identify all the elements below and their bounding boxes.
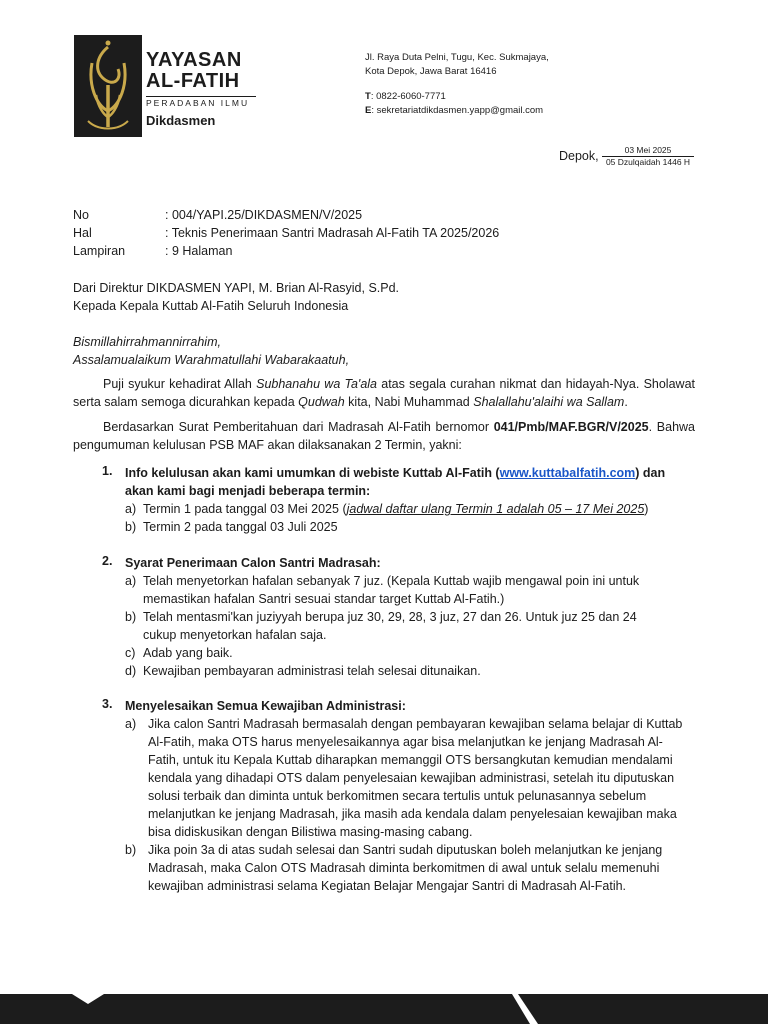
org-name-line1: YAYASAN: [146, 49, 242, 71]
p1-c: atas segala curahan nikmat dan hidayah-Nya. Sholawat serta salam semoga dicurahkan kepada: [73, 377, 695, 409]
sub-letter: b): [125, 610, 137, 624]
list-item-text: Telah mentasmi'kan juziyyah berupa juz 30, 29, 28, 3 juz, 27 dan 26. Untuk juz 25 dan 24 cukup menyetorkan hafalan saja.: [143, 610, 637, 642]
footer-left-shape: [0, 994, 530, 1024]
p2-a: Berdasarkan Surat Pemberitahuan dari Madrasah Al-Fatih bernomor: [103, 420, 494, 434]
p1-b: Subhanahu wa Ta'ala: [256, 377, 378, 391]
meta-subject-label: Hal: [73, 226, 92, 240]
meta-number-label: No: [73, 208, 89, 222]
list-item-text: Jika calon Santri Madrasah bermasalah dengan pembayaran kewajiban selama belajar di Kuttab Al-Fatih, maka OTS harus menyelesaikannya agar bisa melanjutkan ke jenjang Madrasah Al-Fatih, untuk itu Kepala Kuttab diharapkan memanggil OTS bersangkutan kemudian mendalami kendala yang dihadapi OTS dalam penyelesaian kewajiban administrasi, setelah itu diputuskan solusi terbaik dan diminta untuk berkomitmen secara tertulis untuk pelunasannya sebelum melanjutkan ke jenjang Madrasah, jika masih ada kendala dalam penyelesaian kewajiban maka bisa didiskusikan dengan Bilistiwa masing-masing cabang.: [148, 717, 683, 839]
website-link[interactable]: www.kuttabalfatih.com: [499, 466, 636, 480]
meta-attachment: [73, 244, 232, 258]
item-number: 1.: [102, 464, 113, 478]
sub-letter: c): [125, 646, 136, 660]
sub-letter: b): [125, 843, 137, 857]
list-item-text: Telah menyetorkan hafalan sebanyak 7 juz. (Kepala Kuttab wajib mengawal poin ini untuk memastikan hafalan Santri sesuai standar target Kuttab Al-Fatih.): [143, 574, 640, 606]
footer-right-shape: [518, 994, 768, 1024]
p1-a: Puji syukur kehadirat Allah: [103, 377, 257, 391]
list-item-text: Jika poin 3a di atas sudah selesai dan Santri sudah diputuskan boleh melanjutkan ke jenjang Madrasah, maka Calon OTS Madrasah diminta berkomitmen di awal untuk selalu memenuhi kewajiban administrasi selama Kegiatan Belajar Mengajar Santri di Madrasah Al-Fatih.: [148, 843, 663, 893]
contact-block: [365, 51, 549, 117]
item1-head-a: Info kelulusan akan kami umumkan di webiste Kuttab Al-Fatih (: [125, 466, 500, 480]
p1-g: .: [624, 395, 628, 409]
recipient-line: Kepada Kepala Kuttab Al-Fatih Seluruh Indonesia: [73, 299, 349, 313]
p1-f: Shalallahu'alaihi wa Sallam: [473, 395, 625, 409]
list-item: [125, 500, 136, 518]
foundation-logo: [74, 35, 142, 137]
list-item-text: Adab yang baik.: [143, 646, 233, 660]
sub-text-a: Termin 1 pada tanggal 03 Mei 2025 (: [143, 502, 347, 516]
email-line: [365, 104, 549, 118]
item-number: 3.: [102, 697, 113, 711]
p1-d: Qudwah: [298, 395, 345, 409]
calligraphy-emblem-icon: [74, 35, 142, 137]
sub-letter: a): [125, 574, 137, 588]
date-hijri: [602, 157, 694, 167]
organization-unit: Dikdasmen: [146, 113, 216, 128]
meta-attachment-value: : 9 Halaman: [165, 244, 233, 258]
sub-text-underlined: jadwal daftar ulang Termin 1 adalah 05 – 17 Mei 2025: [346, 502, 645, 516]
sub-letter: a): [125, 502, 137, 516]
sender-line: Dari Direktur DIKDASMEN YAPI, M. Brian Al-Rasyid, S.Pd.: [73, 281, 400, 295]
organization-tagline: PERADABAN ILMU: [146, 96, 256, 108]
greeting-salam: Assalamualaikum Warahmatullahi Wabarakaatuh,: [73, 353, 350, 367]
organization-name: [146, 50, 242, 92]
greeting-bismillah: Bismillahirrahmannirrahim,: [73, 335, 221, 349]
p2-ref-number: 041/Pmb/MAF.BGR/V/2025: [493, 420, 649, 434]
letter-date: [602, 145, 694, 167]
phone-line: [365, 90, 549, 104]
item-number: 2.: [102, 554, 113, 568]
sub-letter: d): [125, 664, 137, 678]
list-item-text: [143, 500, 703, 518]
item1-head-b: ) dan akan kami bagi menjadi beberapa termin:: [125, 466, 666, 498]
address-line2: Kota Depok, Jawa Barat 16416: [365, 65, 497, 77]
meta-attachment-label: Lampiran: [73, 244, 126, 258]
item-heading: Menyelesaikan Semua Kewajiban Administrasi:: [125, 699, 406, 713]
meta-subject: [73, 226, 499, 240]
item-heading: [125, 464, 685, 500]
footer-band: [0, 994, 768, 1024]
item-heading: Syarat Penerimaan Calon Santri Madrasah:: [125, 556, 381, 570]
phone-label: T: [365, 91, 371, 102]
email-value: : sekretariatdikdasmen.yapp@gmail.com: [371, 104, 544, 116]
sub-letter: b): [125, 520, 137, 534]
opening-paragraph: [73, 375, 695, 411]
reference-paragraph: [73, 418, 695, 454]
email-label: E: [365, 104, 372, 116]
date-hijri-text: 05 Dzulqaidah 1446 H: [605, 157, 691, 167]
meta-number-value: : 004/YAPI.25/DIKDASMEN/V/2025: [165, 208, 363, 222]
meta-subject-value: : Teknis Penerimaan Santri Madrasah Al-Fatih TA 2025/2026: [165, 226, 500, 240]
sub-text-b: ): [644, 502, 649, 516]
p1-e: kita, Nabi Muhammad: [344, 395, 474, 409]
letter-city: Depok,: [559, 149, 599, 163]
sub-letter: a): [125, 717, 137, 731]
address-line1: Jl. Raya Duta Pelni, Tugu, Kec. Sukmajaya,: [365, 52, 549, 63]
org-name-line2: AL-FATIH: [146, 70, 240, 92]
phone-value: : 0822-6060-7771: [370, 91, 446, 102]
list-item: [125, 518, 136, 536]
list-item-text: Termin 2 pada tanggal 03 Juli 2025: [143, 520, 338, 534]
meta-number: [73, 208, 362, 222]
p2-c: . Bahwa pengumuman kelulusan PSB MAF akan dilaksanakan 2 Termin, yakni:: [73, 420, 695, 452]
date-gregorian: 03 Mei 2025: [602, 145, 694, 157]
list-item-text: Kewajiban pembayaran administrasi telah selesai ditunaikan.: [143, 664, 481, 678]
